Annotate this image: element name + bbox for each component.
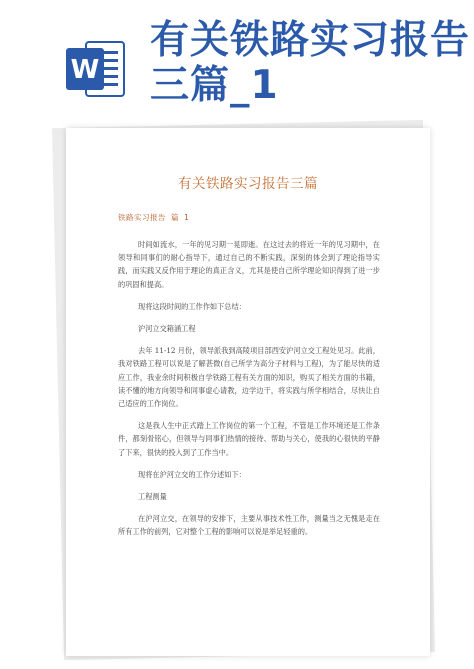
paragraph: 在沪河立交，在领导的安排下，主要从事技术性工作，测量当之无愧是走在所有工作的前列，它对整个工程的影响可以说是举足轻重的。	[118, 514, 380, 537]
document-title: 有关铁路实习报告三篇_1	[150, 18, 471, 108]
paragraph: 去年 11-12 月份，领导派我到高陵项目部西安沪河立交工程处见习。此前，我对铁路工程可以说是了解甚微(自己所学为高分子材料与工程)，为了能尽快的适应工作，我业余时间积极自学铁路工程有关方面的知识，购买了相关方面的书籍，读不懂的地方向领导和同事虚心请教，边学边干，将实践与所学相结合，尽快让自己适应的工作岗位。	[118, 346, 380, 409]
subheading: 沪河立交箱涵工程	[138, 324, 196, 334]
paragraph: 现将在沪河立交的工作分述如下：	[138, 469, 246, 479]
paragraph: 这是我人生中正式踏上工作岗位的第一个工程，不管是工作环境还是工作条件，都刻骨铭心，但领导与同事们热情的接待、帮助与关心，使我的心很快的平静了下来，很快的投入到了工作当中。	[118, 421, 380, 457]
paragraph: 时间如流水，一年的见习期一晃即逝。在这过去的将近一年的见习期中，在领导和同事们的耐心指导下，通过自己的不断实践，深刻的体会到了理论指导实践，而实践又反作用于理论的真正含义，尤其是使自己所学理论知识得到了进一步的巩固和提高。	[118, 240, 380, 289]
word-logo-letter: W	[70, 55, 100, 85]
section-label: 铁路实习报告 篇 1	[118, 213, 190, 222]
word-icon	[62, 36, 128, 102]
paragraph: 现将这段时间的工作作如下总结：	[138, 301, 246, 311]
page-heading: 有关铁路实习报告三篇	[178, 176, 318, 192]
document-page	[66, 128, 430, 656]
page-body	[118, 238, 380, 548]
subheading: 工程测量	[138, 492, 167, 502]
document-header	[0, 0, 474, 125]
